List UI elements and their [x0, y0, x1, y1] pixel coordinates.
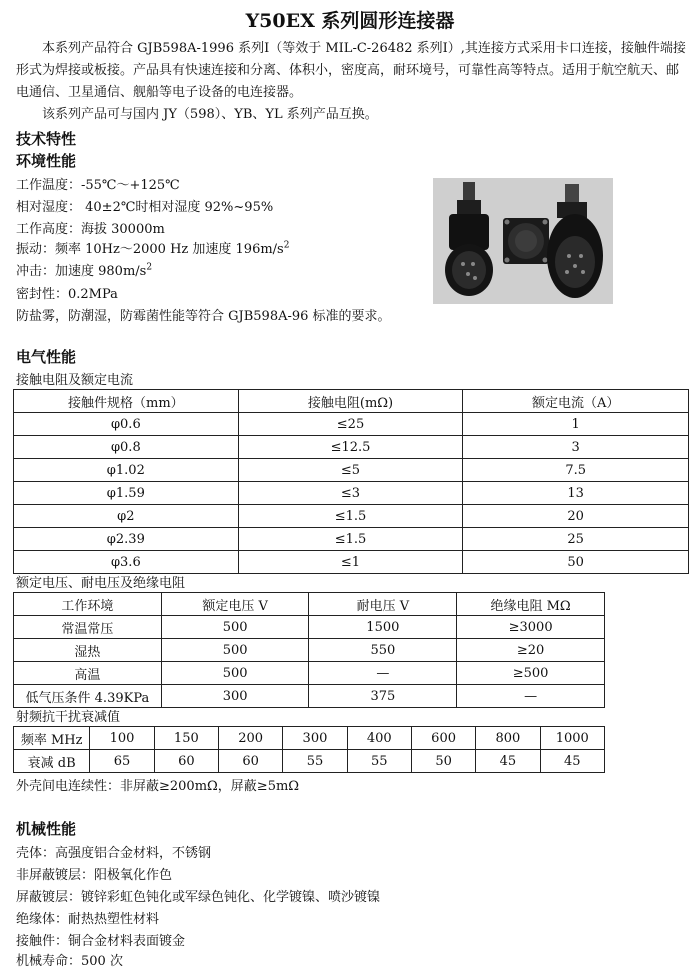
mech-shielded-plating: 屏蔽镀层：镀锌彩虹色钝化或军绿色钝化、化学镀镍、喷沙镀镍: [16, 890, 381, 905]
env-vibration: [16, 238, 289, 257]
header-insulation-resistance: 绝缘电阻 MΩ: [457, 593, 605, 616]
rf-atten-row: [14, 750, 605, 773]
cell-size: φ2: [14, 505, 239, 528]
cell-environment: 高温: [14, 662, 162, 685]
cell-size: φ3.6: [14, 551, 239, 574]
table-row: [14, 528, 689, 551]
shell-continuity: 外壳间电连续性：非屏蔽≥200mΩ，屏蔽≥5mΩ: [16, 779, 300, 794]
cell-current: 1: [463, 413, 689, 436]
header-contact-resistance: 接触电阻(mΩ): [238, 390, 463, 413]
atten-cell: 60: [154, 750, 218, 773]
cell-withstand-voltage: 1500: [309, 616, 457, 639]
cell-current: 50: [463, 551, 689, 574]
atten-cell: 60: [219, 750, 283, 773]
cell-current: 3: [463, 436, 689, 459]
freq-cell: 1000: [540, 727, 604, 750]
cell-withstand-voltage: 550: [309, 639, 457, 662]
mech-insulator: 绝缘体：耐热热塑性材料: [16, 912, 160, 927]
intro-paragraph: [16, 38, 688, 104]
cell-insulation: ≥3000: [457, 616, 605, 639]
header-rated-voltage: 额定电压 V: [161, 593, 309, 616]
table-row: [14, 482, 689, 505]
cell-rated-voltage: 500: [161, 639, 309, 662]
table-header-row: [14, 593, 605, 616]
env-protect: 防盐雾，防潮湿，防霉菌性能等符合 GJB598A-96 标准的要求。: [16, 309, 391, 324]
table-row: [14, 639, 605, 662]
freq-cell: 200: [219, 727, 283, 750]
atten-cell: 55: [283, 750, 347, 773]
cell-insulation: —: [457, 685, 605, 708]
freq-cell: 150: [154, 727, 218, 750]
voltage-table: [13, 592, 605, 708]
page-title: Y50EX 系列圆形连接器: [245, 10, 455, 32]
header-rated-current: 额定电流（A）: [463, 390, 689, 413]
interchange-text: 该系列产品可与国内 JY（598）、YB、YL 系列产品互换。: [42, 107, 378, 122]
table-row: [14, 459, 689, 482]
atten-cell: 55: [347, 750, 411, 773]
freq-cell: 100: [90, 727, 154, 750]
freq-label: 频率 MHz: [14, 727, 90, 750]
header-withstand-voltage: 耐电压 V: [309, 593, 457, 616]
cell-environment: 低气压条件 4.39KPa: [14, 685, 162, 708]
connector-image: [433, 178, 613, 304]
cell-size: φ0.6: [14, 413, 239, 436]
mech-unshielded-plating: 非屏蔽镀层：阳极氧化作色: [16, 868, 173, 883]
rf-attenuation-table: [13, 726, 605, 773]
atten-cell: 65: [90, 750, 154, 773]
cell-current: 20: [463, 505, 689, 528]
rf-freq-row: [14, 727, 605, 750]
connector-photo: [433, 178, 613, 304]
heading-mech: 机械性能: [16, 820, 77, 838]
atten-label: 衰减 dB: [14, 750, 90, 773]
env-shock: [16, 260, 152, 279]
atten-cell: 45: [540, 750, 604, 773]
cell-resistance: ≤25: [238, 413, 463, 436]
cell-environment: 常温常压: [14, 616, 162, 639]
env-humidity: 相对湿度： 40±2℃时相对湿度 92%~95%: [16, 200, 274, 215]
cell-resistance: ≤5: [238, 459, 463, 482]
cell-rated-voltage: 300: [161, 685, 309, 708]
voltage-table-caption: 额定电压、耐电压及绝缘电阻: [16, 576, 186, 591]
freq-cell: 800: [476, 727, 540, 750]
cell-insulation: ≥20: [457, 639, 605, 662]
atten-cell: 50: [411, 750, 475, 773]
heading-elec: 电气性能: [16, 348, 77, 366]
table-row: [14, 551, 689, 574]
freq-cell: 600: [411, 727, 475, 750]
atten-cell: 45: [476, 750, 540, 773]
freq-cell: 300: [283, 727, 347, 750]
env-shock-text: 冲击：加速度 980m/s: [16, 264, 147, 279]
table-row: [14, 505, 689, 528]
table-row: [14, 616, 605, 639]
header-environment: 工作环境: [14, 593, 162, 616]
cell-size: φ1.59: [14, 482, 239, 505]
env-temp: 工作温度：-55℃～+125℃: [16, 178, 180, 193]
cell-withstand-voltage: —: [309, 662, 457, 685]
table-row: [14, 662, 605, 685]
cell-resistance: ≤1.5: [238, 528, 463, 551]
intro-text: 本系列产品符合 GJB598A-1996 系列Ⅰ（等效于 MIL-C-26482 系列Ⅰ）,其连接方式采用卡口连接，接触件端接形式为焊接或板接。产品具有快速连接和分离、体积小，密度高，耐环境号，可靠性高等特点。适用于航空航天、邮电通信、卫星通信、舰船等电子设备的电连接器。: [16, 41, 686, 100]
cell-current: 7.5: [463, 459, 689, 482]
cell-rated-voltage: 500: [161, 662, 309, 685]
env-altitude: 工作高度：海拔 30000m: [16, 222, 165, 237]
env-shock-sup: 2: [146, 262, 153, 273]
mech-contact: 接触件：铜合金材料表面镀金: [16, 934, 186, 949]
env-vibration-text: 振动：频率 10Hz～2000 Hz 加速度 196m/s: [16, 242, 284, 257]
cell-resistance: ≤1: [238, 551, 463, 574]
cell-environment: 湿热: [14, 639, 162, 662]
cell-insulation: ≥500: [457, 662, 605, 685]
cell-size: φ0.8: [14, 436, 239, 459]
cell-resistance: ≤12.5: [238, 436, 463, 459]
rf-table-caption: 射频抗干扰衰减值: [16, 710, 121, 725]
table-row: [14, 436, 689, 459]
env-vibration-sup: 2: [283, 240, 290, 251]
cell-size: φ2.39: [14, 528, 239, 551]
freq-cell: 400: [347, 727, 411, 750]
mech-shell: 壳体：高强度铝合金材料，不锈钢: [16, 846, 212, 861]
heading-env: 环境性能: [16, 152, 77, 170]
cell-current: 25: [463, 528, 689, 551]
table-row: [14, 685, 605, 708]
cell-size: φ1.02: [14, 459, 239, 482]
cell-rated-voltage: 500: [161, 616, 309, 639]
table-header-row: [14, 390, 689, 413]
heading-tech: 技术特性: [16, 130, 77, 148]
contact-resistance-table: [13, 389, 689, 574]
contact-table-caption: 接触电阻及额定电流: [16, 373, 134, 388]
env-seal: 密封性：0.2MPa: [16, 287, 118, 302]
table-row: [14, 413, 689, 436]
cell-withstand-voltage: 375: [309, 685, 457, 708]
cell-current: 13: [463, 482, 689, 505]
cell-resistance: ≤1.5: [238, 505, 463, 528]
mech-life: 机械寿命：500 次: [16, 954, 123, 969]
cell-resistance: ≤3: [238, 482, 463, 505]
interchange-paragraph: [16, 104, 688, 126]
header-contact-size: 接触件规格（mm）: [14, 390, 239, 413]
